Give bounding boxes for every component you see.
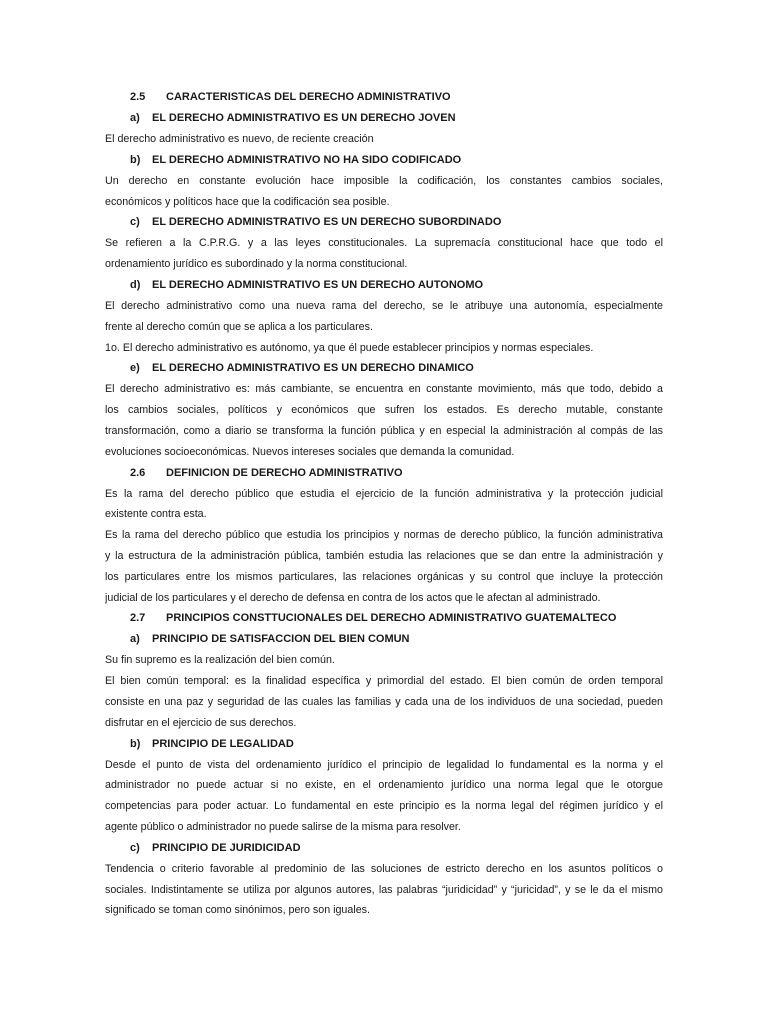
item-title: PRINCIPIO DE SATISFACCION DEL BIEN COMUN <box>152 633 410 646</box>
subheading-d-autonomo <box>105 275 663 296</box>
section-number: 2.7 <box>130 612 146 625</box>
subheading-c-subordinado <box>105 212 663 233</box>
text-line: Su fin supremo es la realización del bien común. <box>105 654 335 667</box>
item-label: a) <box>130 112 140 124</box>
paragraph <box>105 129 663 150</box>
item-title: EL DERECHO ADMINISTRATIVO NO HA SIDO CODIFICADO <box>152 153 462 166</box>
subheading-e-dinamico <box>105 358 663 379</box>
text-line: ordenamiento jurídico es subordinado y la norma constitucional. <box>105 258 408 271</box>
text-line: judicial de los particulares y el derecho de defensa en contra de los actos que le afectan al administrado. <box>105 591 601 604</box>
text-line: El derecho administrativo como una nueva rama del derecho, se le atribuye una autonomía, especialmente <box>105 299 663 312</box>
text-line: agente público o administrador no puede salirse de la misma para resolver. <box>105 820 461 833</box>
paragraph <box>105 755 663 838</box>
subheading-b-codificado <box>105 150 663 171</box>
text-line: los cambios sociales, políticos y económicos que sufren los estados. Es derecho mutable, constante <box>105 404 663 417</box>
item-label: d) <box>130 278 141 291</box>
item-title: EL DERECHO ADMINISTRATIVO ES UN DERECHO AUTONOMO <box>152 278 484 291</box>
subheading-a-bien-comun <box>105 629 663 650</box>
text-line: económicos y políticos hace que la codificación sea posible. <box>105 195 390 208</box>
text-line: frente al derecho común que se aplica a los particulares. <box>105 320 373 333</box>
section-heading-2-7 <box>105 608 663 629</box>
paragraph <box>105 859 663 921</box>
text-line: sociales. Indistintamente se utiliza por algunos autores, las palabras “juridicidad” y “juricidad”, y se le da el mismo <box>105 883 663 896</box>
subheading-a-joven <box>105 108 663 129</box>
paragraph <box>105 379 663 462</box>
text-line: Es la rama del derecho público que estudia los principios y normas de derecho público, la función administrativa <box>105 529 663 542</box>
text-line: transformación, como a diario se transforma la función pública y en especial la administración al compás de las <box>105 424 663 437</box>
text-line: y la estructura de la administración pública, también estudia las relaciones que se dan entre la administración y <box>105 549 663 562</box>
text-line: El derecho administrativo es nuevo, de reciente creación <box>105 133 374 145</box>
text-line: Se refieren a la C.P.R.G. y a las leyes constitucionales. La supremacía constitucional hace que todo el <box>105 237 663 250</box>
section-number: 2.5 <box>130 91 146 103</box>
text-line: El bien común temporal: es la finalidad específica y primordial del estado. El bien común de orden temporal <box>105 675 663 688</box>
text-line: significado se toman como sinónimos, pero son iguales. <box>105 904 370 917</box>
document-body <box>105 87 663 921</box>
item-label: e) <box>130 362 140 375</box>
section-title: DEFINICION DE DERECHO ADMINISTRATIVO <box>166 466 403 479</box>
item-label: a) <box>130 633 140 646</box>
text-line: Tendencia o criterio favorable al predominio de las soluciones de estricto derecho en los asuntos políticos o <box>105 862 663 875</box>
text-line: consiste en una paz y seguridad de las cuales las familias y cada una de los individuos de una sociedad, pueden <box>105 695 663 708</box>
item-label: c) <box>130 216 140 229</box>
section-heading-2-6 <box>105 463 663 484</box>
section-title: CARACTERISTICAS DEL DERECHO ADMINISTRATIVO <box>166 91 451 103</box>
text-line: El derecho administrativo es: más cambiante, se encuentra en constante movimiento, más que todo, debido a <box>105 383 663 396</box>
section-number: 2.6 <box>130 466 146 479</box>
paragraph <box>105 233 663 275</box>
text-line: disfrutar en el ejercicio de sus derechos. <box>105 716 297 729</box>
item-title: PRINCIPIO DE LEGALIDAD <box>152 737 294 750</box>
section-title: PRINCIPIOS CONSTTUCIONALES DEL DERECHO ADMINISTRATIVO GUATEMALTECO <box>166 612 617 625</box>
paragraph <box>105 650 663 671</box>
text-line: los particulares entre los mismos particulares, las relaciones orgánicas y su control que incluye la protección <box>105 570 663 583</box>
text-line: administrador no puede actuar si no existe, en el ordenamiento jurídico una norma legal que le otorgue <box>105 779 663 792</box>
item-title: EL DERECHO ADMINISTRATIVO ES UN DERECHO SUBORDINADO <box>152 216 502 229</box>
paragraph <box>105 671 663 733</box>
text-line: Desde el punto de vista del ordenamiento jurídico el principio de legalidad lo fundamental es la norma y el <box>105 758 663 771</box>
subheading-c-juridicidad <box>105 838 663 859</box>
item-title: EL DERECHO ADMINISTRATIVO ES UN DERECHO JOVEN <box>152 112 456 124</box>
paragraph <box>105 525 663 608</box>
text-line: Es la rama del derecho público que estudia el ejercicio de la función administrativa y la protección judicial <box>105 487 663 500</box>
item-label: b) <box>130 153 141 166</box>
text-line: evoluciones socioeconómicas. Nuevos intereses sociales que demanda la comunidad. <box>105 445 515 458</box>
text-line: 1o. El derecho administrativo es autónomo, ya que él puede establecer principios y normas especiales. <box>105 341 594 354</box>
text-line: existente contra esta. <box>105 508 207 521</box>
text-line: competencias para poder actuar. Lo fundamental en este principio es la norma legal del régimen jurídico y el <box>105 800 663 813</box>
item-title: PRINCIPIO DE JURIDICIDAD <box>152 841 301 854</box>
paragraph <box>105 296 663 358</box>
subheading-b-legalidad <box>105 734 663 755</box>
item-label: b) <box>130 737 141 750</box>
item-title: EL DERECHO ADMINISTRATIVO ES UN DERECHO DINAMICO <box>152 362 474 375</box>
text-line: Un derecho en constante evolución hace imposible la codificación, los constantes cambios sociales, <box>105 174 663 187</box>
paragraph <box>105 171 663 213</box>
section-heading-2-5 <box>105 87 663 108</box>
item-label: c) <box>130 841 140 854</box>
paragraph <box>105 484 663 526</box>
